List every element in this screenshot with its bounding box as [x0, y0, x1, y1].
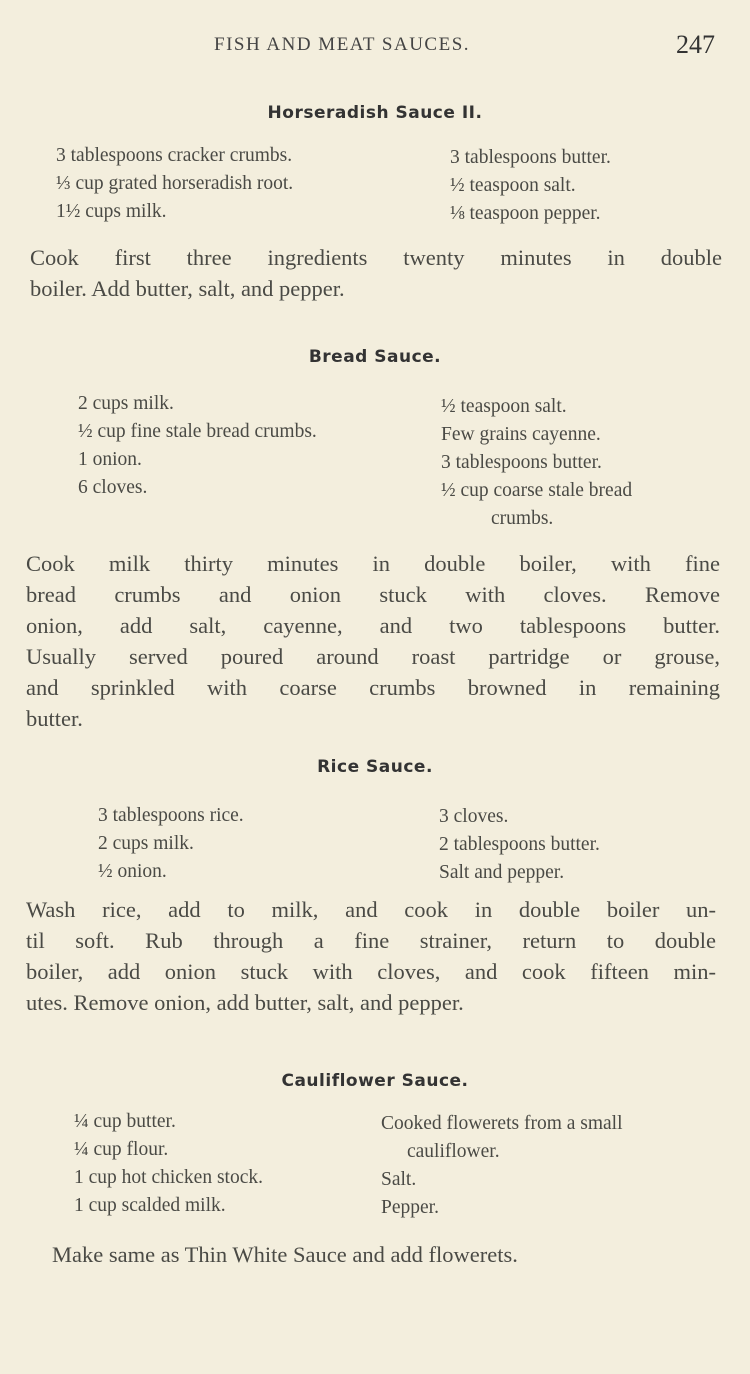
ingredient: 2 cups milk. — [98, 833, 194, 854]
ingredient: Pepper. — [381, 1197, 439, 1218]
directions-line: til soft. Rub through a fine strainer, return to double — [26, 928, 716, 953]
ingredient: Few grains cayenne. — [441, 424, 601, 445]
ingredient: ⅛ teaspoon pepper. — [450, 203, 601, 224]
ingredients-left-horseradish — [56, 142, 293, 226]
ingredient: 3 tablespoons cracker crumbs. — [56, 145, 293, 166]
ingredient: 1½ cups milk. — [56, 201, 167, 222]
ingredient: 1 cup scalded milk. — [74, 1195, 226, 1216]
ingredient: ½ cup coarse stale bread — [441, 480, 633, 501]
ingredient: 1 onion. — [78, 449, 142, 470]
page-number: 247 — [676, 30, 715, 59]
ingredient: 3 cloves. — [439, 806, 509, 827]
ingredient: ½ teaspoon salt. — [450, 175, 576, 196]
ingredient: Cooked flowerets from a small — [381, 1113, 623, 1134]
directions-rice — [26, 894, 716, 1018]
ingredient: 3 tablespoons rice. — [98, 805, 244, 826]
ingredient: 1 cup hot chicken stock. — [74, 1167, 263, 1188]
ingredient: Salt. — [381, 1169, 417, 1190]
directions-line: Wash rice, add to milk, and cook in double boiler un- — [26, 897, 716, 922]
running-title: FISH AND MEAT SAUCES. — [214, 34, 471, 55]
recipe-title-horseradish-sauce: Horseradish Sauce II. — [267, 103, 483, 123]
ingredient-continued: cauliflower. — [407, 1141, 500, 1162]
ingredients-right-rice — [439, 803, 600, 887]
ingredient: 3 tablespoons butter. — [441, 452, 602, 473]
ingredients-right-cauliflower — [381, 1110, 623, 1222]
ingredients-right-horseradish — [450, 144, 611, 228]
recipe-title-rice-sauce: Rice Sauce. — [317, 757, 433, 777]
directions-line: bread crumbs and onion stuck with cloves. Remove — [26, 582, 720, 607]
recipe-title-bread-sauce: Bread Sauce. — [308, 347, 442, 367]
directions-line: onion, add salt, cayenne, and two tablespoons butter. — [26, 613, 720, 638]
directions-line: Usually served poured around roast partridge or grouse, — [26, 644, 720, 669]
ingredient: ½ cup fine stale bread crumbs. — [78, 421, 317, 442]
ingredient: Salt and pepper. — [439, 862, 565, 883]
ingredient: 2 cups milk. — [78, 393, 174, 414]
ingredient-continued: crumbs. — [491, 508, 554, 529]
ingredient: ½ onion. — [98, 861, 167, 882]
ingredient: 2 tablespoons butter. — [439, 834, 600, 855]
directions-bread — [26, 548, 720, 734]
directions-line: Make same as Thin White Sauce and add flowerets. — [52, 1242, 518, 1267]
ingredient: ¼ cup flour. — [74, 1139, 169, 1160]
directions-line: butter. — [26, 706, 83, 731]
ingredients-left-bread — [78, 390, 317, 502]
ingredients-left-rice — [98, 802, 244, 886]
directions-line: Cook first three ingredients twenty minutes in double — [30, 245, 722, 270]
ingredient: ½ teaspoon salt. — [441, 396, 567, 417]
ingredient: ¼ cup butter. — [74, 1111, 176, 1132]
recipe-title-cauliflower-sauce: Cauliflower Sauce. — [281, 1071, 469, 1091]
ingredient: 3 tablespoons butter. — [450, 147, 611, 168]
running-head — [0, 30, 750, 62]
directions-line: and sprinkled with coarse crumbs browned in remaining — [26, 675, 720, 700]
directions-line: boiler, add onion stuck with cloves, and cook fifteen min- — [26, 959, 716, 984]
ingredients-right-bread — [441, 393, 632, 533]
ingredients-left-cauliflower — [74, 1108, 263, 1220]
directions-line: utes. Remove onion, add butter, salt, and pepper. — [26, 990, 464, 1015]
directions-line: Cook milk thirty minutes in double boiler, with fine — [26, 551, 720, 576]
ingredient: ⅓ cup grated horseradish root. — [56, 173, 294, 194]
directions-cauliflower — [52, 1239, 672, 1270]
ingredient: 6 cloves. — [78, 477, 148, 498]
directions-line: boiler. Add butter, salt, and pepper. — [30, 276, 345, 301]
directions-horseradish — [30, 242, 722, 304]
